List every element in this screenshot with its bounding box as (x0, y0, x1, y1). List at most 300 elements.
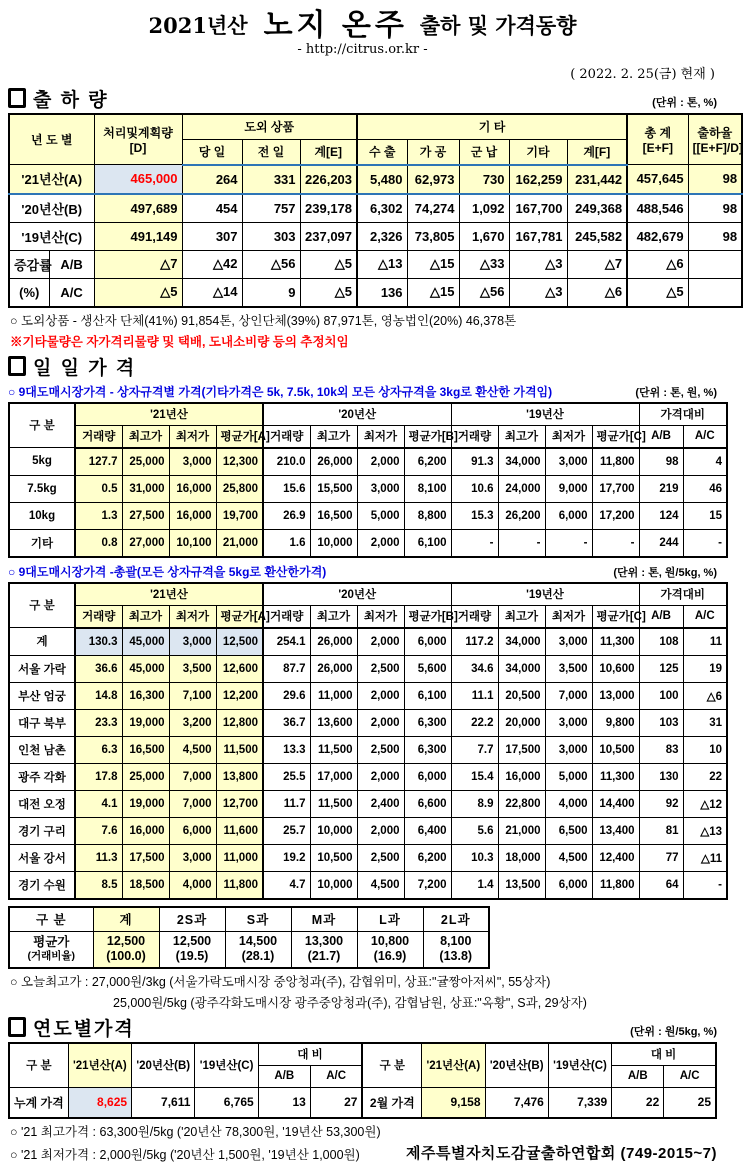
cell: 457,645 (627, 165, 688, 194)
col-header-gubun: 구 분 (9, 403, 75, 448)
col-group-y19: '19년산 (451, 583, 639, 606)
cell: 7,339 (548, 1087, 611, 1118)
cell: 11.7 (263, 790, 310, 817)
col-header-ab: A/B (258, 1065, 310, 1087)
table-row (9, 165, 742, 194)
cell: 0.8 (75, 529, 122, 557)
cell: '21년산(A) (9, 165, 94, 194)
col-header-process: 가 공 (407, 139, 459, 165)
cell: 7,476 (485, 1087, 548, 1118)
cell: - (451, 529, 498, 557)
cell: 83 (639, 736, 683, 763)
cell: 7,000 (169, 790, 216, 817)
cell: △56 (242, 250, 300, 278)
cell: 기타 (9, 529, 75, 557)
cell: 12,500 (100.0) (93, 931, 159, 968)
cell: 4,500 (169, 736, 216, 763)
cell: △42 (182, 250, 242, 278)
cell: 5,600 (404, 655, 451, 682)
cell: 16,000 (169, 502, 216, 529)
col-header-avgC: 평균가[C] (592, 425, 639, 448)
table-row (9, 790, 727, 817)
cell: 465,000 (94, 165, 182, 194)
cell: 23.3 (75, 709, 122, 736)
cell: 25,000 (122, 448, 169, 476)
yearly-low-note: ○ '21 최저가격 : 2,000원/5kg ('20년산 1,500원, '19년산 1,000원) (10, 1147, 360, 1162)
section-square-icon (8, 356, 26, 376)
cell: 9,800 (592, 709, 639, 736)
table-row (9, 709, 727, 736)
cell: 757 (242, 194, 300, 223)
cell: △11 (683, 844, 727, 871)
cell: 12,600 (216, 655, 263, 682)
cell: 2,000 (357, 628, 404, 656)
col-header-total-line2: [E+F] (642, 140, 673, 155)
cell: 15.6 (263, 475, 310, 502)
cell: 10,000 (310, 871, 357, 899)
cell: 12,500 (19.5) (159, 931, 225, 968)
col-header-etc: 기타 (509, 139, 567, 165)
cell: 14,500 (28.1) (225, 931, 291, 968)
section-shipment-header (8, 88, 717, 110)
daily-subhead-1 (8, 383, 717, 400)
cell: 11,000 (310, 682, 357, 709)
cell: 11,600 (216, 817, 263, 844)
cell: 1.4 (451, 871, 498, 899)
cell: 9,158 (422, 1087, 485, 1118)
cell: 46 (683, 475, 727, 502)
cell: - (545, 529, 592, 557)
cell: 10,000 (310, 817, 357, 844)
cell: 16,300 (122, 682, 169, 709)
cell: 6,765 (195, 1087, 258, 1118)
col-group-vs: 대 비 (612, 1043, 716, 1066)
cell: 4,500 (545, 844, 592, 871)
shipment-unit-label: (단위 : 톤, %) (652, 96, 717, 109)
cell: 9,000 (545, 475, 592, 502)
col-header-rate-line1: 출하율 (697, 125, 733, 140)
cell: 21,000 (498, 817, 545, 844)
cell: 9 (242, 278, 300, 307)
cell: 2,500 (357, 736, 404, 763)
col-header-rate-line2: [[E+F]/D] (692, 140, 743, 155)
cell: 210.0 (263, 448, 310, 476)
cell: 7.7 (451, 736, 498, 763)
cell: 127.7 (75, 448, 122, 476)
col-header-high: 최고가 (122, 425, 169, 448)
col-header-sumF: 계[F] (567, 139, 627, 165)
page-title: 노지 온주 (263, 9, 408, 42)
cell: 87.7 (263, 655, 310, 682)
table-row (9, 502, 727, 529)
col-header-avgB: 평균가[B] (404, 605, 451, 628)
col-header-vol: 거래량 (263, 605, 310, 628)
cell: 8,100 (404, 475, 451, 502)
cell: 77 (639, 844, 683, 871)
cell: 16,500 (310, 502, 357, 529)
cell: 91.3 (451, 448, 498, 476)
cell (688, 250, 742, 278)
today-high-label: ○ 오늘최고가 : (10, 974, 89, 989)
cell: 3,200 (169, 709, 216, 736)
section-yearly-title: 연도별가격 (33, 1018, 135, 1040)
cell: 13,300 (21.7) (291, 931, 357, 968)
table-row (9, 628, 727, 656)
cell: 34,000 (498, 655, 545, 682)
cell: 497,689 (94, 194, 182, 223)
cell: 17.8 (75, 763, 122, 790)
cell: 7,611 (132, 1087, 195, 1118)
cell: 13,400 (592, 817, 639, 844)
col-header-plan (94, 114, 182, 165)
cell: 15,500 (310, 475, 357, 502)
cell: 29.6 (263, 682, 310, 709)
cell: 17,200 (592, 502, 639, 529)
cell: 6,000 (169, 817, 216, 844)
cell: 계 (9, 628, 75, 656)
size-average-price-table (8, 906, 490, 969)
cell: 6,200 (404, 448, 451, 476)
col-header-avgC: 평균가[C] (592, 605, 639, 628)
cell: 130.3 (75, 628, 122, 656)
cell: △5 (300, 250, 357, 278)
cell: 264 (182, 165, 242, 194)
cell: 10kg (9, 502, 75, 529)
cell: 5,480 (357, 165, 407, 194)
cell: 15.3 (451, 502, 498, 529)
cell: 경기 구리 (9, 817, 75, 844)
table-row (9, 194, 742, 223)
cell: 231,442 (567, 165, 627, 194)
cell: 0.5 (75, 475, 122, 502)
col-header-year: 년 도 별 (9, 114, 94, 165)
cell: △13 (683, 817, 727, 844)
cell: △15 (407, 278, 459, 307)
cell: 21,000 (216, 529, 263, 557)
cell: 7,100 (169, 682, 216, 709)
cell: 15 (683, 502, 727, 529)
cell: 19,000 (122, 709, 169, 736)
daily-unit-1: (단위 : 톤, 원, %) (635, 386, 717, 399)
col-header-ab: A/B (639, 605, 683, 628)
cell: A/C (49, 278, 94, 307)
cell: 대구 북부 (9, 709, 75, 736)
cell: 19,000 (122, 790, 169, 817)
cell: 237,097 (300, 222, 357, 250)
yearly-right-row-label: 2월 가격 (362, 1087, 421, 1118)
cell: 11.3 (75, 844, 122, 871)
table-row (9, 278, 742, 307)
cell: '19년산(C) (9, 222, 94, 250)
col-header-vol: 거래량 (263, 425, 310, 448)
col-header-ac: A/C (310, 1065, 362, 1087)
cell: 8.5 (75, 871, 122, 899)
cell: 7.6 (75, 817, 122, 844)
daily-subhead-2-text: ○ 9대도매시장가격 -총괄(모든 상자규격을 5kg로 환산한가격) (8, 564, 327, 579)
cell: 19 (683, 655, 727, 682)
cell: 16,000 (169, 475, 216, 502)
cell: 27,000 (122, 529, 169, 557)
cell: 16,500 (122, 736, 169, 763)
organization-name: 제주특별자치도감귤출하연합회 (749-2015~7) (405, 1144, 717, 1162)
cell: 26,000 (310, 448, 357, 476)
cell: 245,582 (567, 222, 627, 250)
yearly-price-table (8, 1042, 717, 1119)
report-title-line (8, 10, 717, 42)
today-high-note-2: 25,000원/5kg (광주각화도매시장 광주중앙청과(주), 감협남원, 상표:"옥황", S과, 29상자) (113, 995, 587, 1010)
table-row (9, 529, 727, 557)
cell: 31 (683, 709, 727, 736)
col-header-gubun: 구 분 (9, 583, 75, 628)
cell: 16,000 (498, 763, 545, 790)
cell: 12,400 (592, 844, 639, 871)
cell: 25,000 (122, 763, 169, 790)
cell: 3,000 (545, 628, 592, 656)
col-header-y21a: '21년산(A) (422, 1043, 485, 1088)
cell: 6,100 (404, 682, 451, 709)
cell: 17,700 (592, 475, 639, 502)
col-header-gubun: 구 분 (9, 1043, 68, 1088)
cell: 3,000 (545, 736, 592, 763)
cell: 11,800 (216, 871, 263, 899)
cell: 4,000 (545, 790, 592, 817)
col-header-avgA: 평균가[A] (216, 425, 263, 448)
cell: 13 (258, 1087, 310, 1118)
col-header-rate (688, 114, 742, 165)
col-header-high: 최고가 (310, 605, 357, 628)
footer-row (8, 1142, 717, 1163)
table-row (9, 817, 727, 844)
cell: 11,500 (310, 790, 357, 817)
col-header-avgA: 평균가[A] (216, 605, 263, 628)
cell: 4.7 (263, 871, 310, 899)
cell: 2,000 (357, 682, 404, 709)
cell: 12,500 (216, 628, 263, 656)
cell: △7 (567, 250, 627, 278)
col-header-low: 최저가 (169, 425, 216, 448)
cell: △12 (683, 790, 727, 817)
cell: 13.3 (263, 736, 310, 763)
table-row (9, 844, 727, 871)
cell: 6,500 (545, 817, 592, 844)
cell: △56 (459, 278, 509, 307)
cell: 117.2 (451, 628, 498, 656)
col-header-low: 최저가 (357, 425, 404, 448)
cell: 2,000 (357, 817, 404, 844)
title-subtitle: 출하 및 가격동향 (419, 12, 577, 38)
cell: 10,000 (310, 529, 357, 557)
cell: 26.9 (263, 502, 310, 529)
cell: 광주 각화 (9, 763, 75, 790)
cell: 6,000 (404, 628, 451, 656)
cell: 17,500 (498, 736, 545, 763)
cell: 25.5 (263, 763, 310, 790)
size-row-label: 평균가 (거래비율) (9, 931, 93, 968)
cell: 19,700 (216, 502, 263, 529)
cell: 98 (688, 165, 742, 194)
table-row (9, 250, 742, 278)
cell: 98 (688, 194, 742, 223)
cell: 22,800 (498, 790, 545, 817)
cell: 1.6 (263, 529, 310, 557)
cell: 7.5kg (9, 475, 75, 502)
cell: 4,000 (169, 871, 216, 899)
shipment-table (8, 113, 743, 308)
cell: 3,000 (169, 628, 216, 656)
cell: 서울 가락 (9, 655, 75, 682)
cell: 2,500 (357, 655, 404, 682)
cell: △15 (407, 250, 459, 278)
cell: 31,000 (122, 475, 169, 502)
col-header-low: 최저가 (357, 605, 404, 628)
cell: 10,500 (592, 736, 639, 763)
cell: △3 (509, 250, 567, 278)
cell: 6,000 (404, 763, 451, 790)
cell: 7,200 (404, 871, 451, 899)
col-header-size: S과 (225, 907, 291, 932)
daily-box-price-table (8, 402, 728, 558)
cell: △3 (509, 278, 567, 307)
cell: 3,500 (169, 655, 216, 682)
cell: 경기 수원 (9, 871, 75, 899)
cell: 8.9 (451, 790, 498, 817)
cell: 2,500 (357, 844, 404, 871)
col-header-export: 수 출 (357, 139, 407, 165)
section-square-icon (8, 1017, 26, 1037)
col-header-avgB: 평균가[B] (404, 425, 451, 448)
as-of-date: ( 2022. 2. 25(금) 현재 ) (570, 66, 715, 82)
col-group-outside: 도외 상품 (182, 114, 357, 140)
report-url: - http://citrus.or.kr - (297, 41, 428, 57)
cell: 92 (639, 790, 683, 817)
cell: 6,400 (404, 817, 451, 844)
cell: 13,500 (498, 871, 545, 899)
cell: 6,100 (404, 529, 451, 557)
cell: 5.6 (451, 817, 498, 844)
yearly-unit-label: (단위 : 원/5kg, %) (630, 1025, 717, 1038)
cell: 34.6 (451, 655, 498, 682)
cell: '20년산(B) (9, 194, 94, 223)
cell: 45,000 (122, 628, 169, 656)
cell: 22 (612, 1087, 664, 1118)
cell: 13,800 (216, 763, 263, 790)
col-header-vol: 거래량 (451, 605, 498, 628)
cell: - (498, 529, 545, 557)
cell: 6,300 (404, 709, 451, 736)
col-header-high: 최고가 (498, 605, 545, 628)
shipment-note-2: ※기타물량은 자가격리물량 및 택배, 도내소비량 등의 추정치임 (10, 334, 349, 349)
col-header-total-line1: 총 계 (644, 125, 672, 140)
cell: 331 (242, 165, 300, 194)
cell: 3,000 (545, 448, 592, 476)
cell: 11,500 (216, 736, 263, 763)
cell: △5 (94, 278, 182, 307)
cell: 130 (639, 763, 683, 790)
cell: 488,546 (627, 194, 688, 223)
cell: A/B (49, 250, 94, 278)
cell: 6,600 (404, 790, 451, 817)
cell: 18,000 (498, 844, 545, 871)
cell: △14 (182, 278, 242, 307)
cell: 3,000 (169, 448, 216, 476)
cell: 16,000 (122, 817, 169, 844)
col-header-y21a: '21년산(A) (68, 1043, 131, 1088)
cell: 증감률 (9, 250, 49, 278)
cell: △6 (627, 250, 688, 278)
section-yearly-header (8, 1017, 717, 1039)
cell: 491,149 (94, 222, 182, 250)
table-row (9, 1087, 716, 1118)
cell: 4 (683, 448, 727, 476)
cell: 24,000 (498, 475, 545, 502)
cell: 249,368 (567, 194, 627, 223)
col-header-size: 2S과 (159, 907, 225, 932)
cell: 14.8 (75, 682, 122, 709)
col-header-low: 최저가 (169, 605, 216, 628)
cell: 17,500 (122, 844, 169, 871)
shipment-note-1: ○ 도외상품 - 생산자 단체(41%) 91,854톤, 상인단체(39%) 87,971톤, 영농법인(20%) 46,378톤 (10, 313, 517, 328)
col-header-total (627, 114, 688, 165)
cell: 서울 강서 (9, 844, 75, 871)
section-daily-header (8, 356, 717, 378)
section-shipment-title: 출 하 량 (33, 89, 109, 111)
col-header-high: 최고가 (310, 425, 357, 448)
cell: 482,679 (627, 222, 688, 250)
col-header-day: 당 일 (182, 139, 242, 165)
cell: 2,000 (357, 529, 404, 557)
cell: 13,600 (310, 709, 357, 736)
cell: 15.4 (451, 763, 498, 790)
cell: 219 (639, 475, 683, 502)
col-header-plan-line2: [D] (129, 140, 147, 155)
cell: 100 (639, 682, 683, 709)
cell: 10,800 (16.9) (357, 931, 423, 968)
cell: 부산 엄궁 (9, 682, 75, 709)
table-row (9, 682, 727, 709)
col-header-y19c: '19년산(C) (548, 1043, 611, 1088)
title-year: 2021년산 (148, 12, 248, 38)
col-header-high: 최고가 (122, 605, 169, 628)
table-row (9, 655, 727, 682)
cell: 81 (639, 817, 683, 844)
cell: 2,000 (357, 763, 404, 790)
cell: 6,000 (545, 871, 592, 899)
table-row (9, 736, 727, 763)
cell: 34,000 (498, 628, 545, 656)
cell: 103 (639, 709, 683, 736)
cell: 25.7 (263, 817, 310, 844)
cell: 64 (639, 871, 683, 899)
col-header-ab: A/B (639, 425, 683, 448)
cell: 454 (182, 194, 242, 223)
col-header-gubun: 구 분 (362, 1043, 421, 1088)
cell: 26,000 (310, 628, 357, 656)
cell: 8,625 (68, 1087, 131, 1118)
cell: 5,000 (357, 502, 404, 529)
cell: 26,000 (310, 655, 357, 682)
cell: 18,500 (122, 871, 169, 899)
cell: 36.7 (263, 709, 310, 736)
col-group-ratio: 가격대비 (639, 583, 727, 606)
cell: 303 (242, 222, 300, 250)
cell: 167,700 (509, 194, 567, 223)
cell: △6 (683, 682, 727, 709)
col-header-vol: 거래량 (75, 425, 122, 448)
cell: 1,670 (459, 222, 509, 250)
col-group-vs: 대 비 (258, 1043, 362, 1066)
cell: 2,400 (357, 790, 404, 817)
col-header-size: 2L과 (423, 907, 489, 932)
